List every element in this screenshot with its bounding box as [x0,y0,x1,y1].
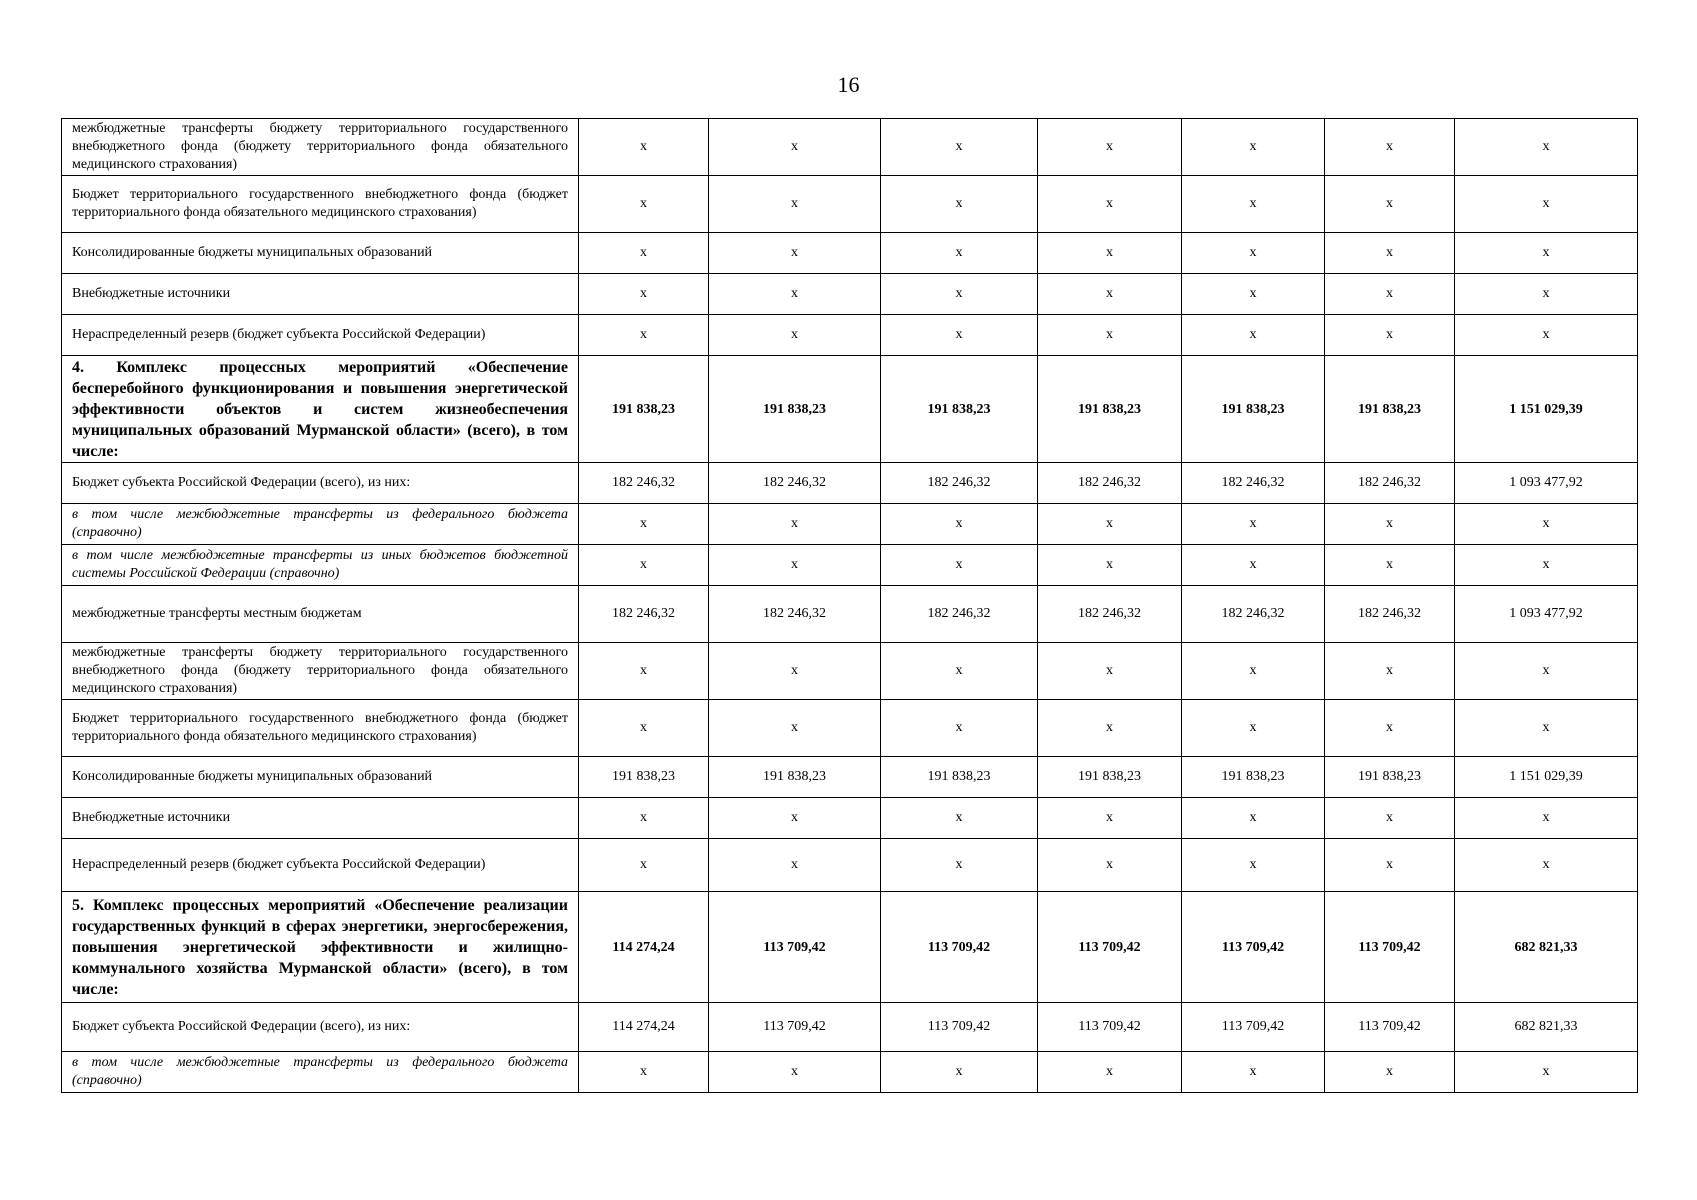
value-cell: x [1182,545,1325,586]
value-cell: x [709,315,881,356]
value-cell: x [709,176,881,233]
table-row [62,892,1638,1003]
value-cell: x [709,798,881,839]
value-cell: x [881,1052,1038,1093]
value-cell: x [579,643,709,700]
row-label: межбюджетные трансферты местным бюджетам [62,586,579,643]
table-row [62,643,1638,700]
table-row [62,176,1638,233]
value-cell: 191 838,23 [579,356,709,463]
value-cell: x [579,504,709,545]
value-cell: 113 709,42 [881,892,1038,1003]
value-cell: x [1325,119,1455,176]
value-cell: x [1038,315,1182,356]
value-cell: x [579,798,709,839]
value-cell: 113 709,42 [1038,1003,1182,1052]
value-cell: 182 246,32 [1182,586,1325,643]
value-cell: x [1325,1052,1455,1093]
value-cell: x [1038,1052,1182,1093]
value-cell: x [881,315,1038,356]
value-cell: x [1325,700,1455,757]
table-row [62,1003,1638,1052]
value-cell: x [881,545,1038,586]
value-cell: 182 246,32 [881,463,1038,504]
value-cell: x [709,119,881,176]
value-cell: x [1325,643,1455,700]
value-cell: x [1182,315,1325,356]
value-cell: x [579,1052,709,1093]
value-cell: x [1455,545,1638,586]
value-cell: x [579,176,709,233]
value-cell: 191 838,23 [579,757,709,798]
value-cell: 191 838,23 [1182,757,1325,798]
value-cell: 182 246,32 [579,463,709,504]
value-cell: x [1182,1052,1325,1093]
value-cell: 182 246,32 [579,586,709,643]
table-row [62,1052,1638,1093]
value-cell: x [1038,233,1182,274]
row-label: Консолидированные бюджеты муниципальных образований [62,233,579,274]
value-cell: x [881,798,1038,839]
value-cell: 182 246,32 [1182,463,1325,504]
row-label: в том числе межбюджетные трансферты из федерального бюджета (справочно) [62,504,579,545]
value-cell: x [1182,119,1325,176]
value-cell: x [709,643,881,700]
value-cell: 191 838,23 [1038,356,1182,463]
value-cell: 191 838,23 [709,757,881,798]
value-cell: 113 709,42 [881,1003,1038,1052]
value-cell: x [1038,643,1182,700]
value-cell: x [709,545,881,586]
value-cell: x [709,274,881,315]
value-cell: x [1182,176,1325,233]
value-cell: x [579,545,709,586]
table-row [62,463,1638,504]
value-cell: 114 274,24 [579,1003,709,1052]
row-label: Бюджет субъекта Российской Федерации (всего), из них: [62,463,579,504]
row-label: Нераспределенный резерв (бюджет субъекта Российской Федерации) [62,315,579,356]
value-cell: x [1038,839,1182,892]
row-label: Бюджет территориального государственного внебюджетного фонда (бюджет территориального фонда обязательного медицинского страхования) [62,176,579,233]
value-cell: 182 246,32 [1325,463,1455,504]
value-cell: x [1455,315,1638,356]
value-cell: x [579,119,709,176]
table-row [62,700,1638,757]
value-cell: 182 246,32 [1325,586,1455,643]
value-cell: x [709,839,881,892]
row-label: Нераспределенный резерв (бюджет субъекта Российской Федерации) [62,839,579,892]
value-cell: 191 838,23 [881,757,1038,798]
row-label: в том числе межбюджетные трансферты из иных бюджетов бюджетной системы Российской Федерации (справочно) [62,545,579,586]
table-row [62,757,1638,798]
row-label: Консолидированные бюджеты муниципальных образований [62,757,579,798]
table-row [62,233,1638,274]
value-cell: x [881,274,1038,315]
row-label: 4. Комплекс процессных мероприятий «Обеспечение бесперебойного функционирования и повышения энергетической эффективности объектов и систем жизнеобеспечения муниципальных образований Мурманской области» (всего), в том числе: [62,356,579,463]
value-cell: x [881,119,1038,176]
value-cell: x [881,643,1038,700]
table-row [62,545,1638,586]
value-cell: x [1325,274,1455,315]
row-label: в том числе межбюджетные трансферты из федерального бюджета (справочно) [62,1052,579,1093]
value-cell: x [1455,1052,1638,1093]
table-row [62,586,1638,643]
value-cell: 191 838,23 [1182,356,1325,463]
table-row [62,356,1638,463]
value-cell: 114 274,24 [579,892,709,1003]
value-cell: 1 093 477,92 [1455,586,1638,643]
value-cell: 682 821,33 [1455,1003,1638,1052]
value-cell: 682 821,33 [1455,892,1638,1003]
row-label: межбюджетные трансферты бюджету территориального государственного внебюджетного фонда (бюджету территориального фонда обязательного медицинского страхования) [62,643,579,700]
value-cell: x [1455,798,1638,839]
value-cell: x [1325,798,1455,839]
value-cell: x [1455,643,1638,700]
value-cell: x [1182,700,1325,757]
value-cell: x [1455,839,1638,892]
value-cell: x [1038,700,1182,757]
value-cell: x [1325,839,1455,892]
value-cell: 113 709,42 [709,1003,881,1052]
value-cell: x [1182,274,1325,315]
value-cell: 191 838,23 [709,356,881,463]
table-row [62,274,1638,315]
row-label: 5. Комплекс процессных мероприятий «Обеспечение реализации государственных функций в сферах энергетики, энергосбережения, повышения энергетической эффективности и жилищно-коммунального хозяйства Мурманской области» (всего), в том числе: [62,892,579,1003]
value-cell: x [709,504,881,545]
value-cell: x [1325,315,1455,356]
value-cell: x [1038,798,1182,839]
value-cell: x [709,233,881,274]
table-row [62,798,1638,839]
value-cell: x [579,839,709,892]
value-cell: x [709,1052,881,1093]
value-cell: 182 246,32 [881,586,1038,643]
value-cell: x [1325,545,1455,586]
value-cell: x [1182,504,1325,545]
value-cell: 182 246,32 [1038,463,1182,504]
value-cell: x [881,504,1038,545]
value-cell: 1 151 029,39 [1455,356,1638,463]
value-cell: x [1182,839,1325,892]
value-cell: x [1455,504,1638,545]
value-cell: x [1455,176,1638,233]
value-cell: 113 709,42 [1182,892,1325,1003]
value-cell: x [579,700,709,757]
page-number: 16 [837,72,860,97]
value-cell: 191 838,23 [1038,757,1182,798]
value-cell: x [881,839,1038,892]
value-cell: 182 246,32 [1038,586,1182,643]
value-cell: x [1182,643,1325,700]
budget-table [61,118,1638,1093]
table-row [62,504,1638,545]
table-row [62,119,1638,176]
value-cell: 1 151 029,39 [1455,757,1638,798]
value-cell: 113 709,42 [1325,1003,1455,1052]
value-cell: 1 093 477,92 [1455,463,1638,504]
value-cell: 113 709,42 [1325,892,1455,1003]
value-cell: x [1325,233,1455,274]
budget-table-body [62,119,1638,1093]
row-label: Бюджет территориального государственного внебюджетного фонда (бюджет территориального фонда обязательного медицинского страхования) [62,700,579,757]
value-cell: x [1038,119,1182,176]
value-cell: x [1038,545,1182,586]
value-cell: x [579,315,709,356]
value-cell: 182 246,32 [709,586,881,643]
value-cell: x [579,274,709,315]
value-cell: 191 838,23 [1325,356,1455,463]
value-cell: 191 838,23 [881,356,1038,463]
row-label: межбюджетные трансферты бюджету территориального государственного внебюджетного фонда (бюджету территориального фонда обязательного медицинского страхования) [62,119,579,176]
value-cell: x [1325,504,1455,545]
value-cell: x [1182,233,1325,274]
value-cell: x [1455,233,1638,274]
value-cell: 113 709,42 [1038,892,1182,1003]
value-cell: x [1038,504,1182,545]
value-cell: x [709,700,881,757]
value-cell: 113 709,42 [709,892,881,1003]
value-cell: x [1038,176,1182,233]
table-row [62,315,1638,356]
value-cell: x [881,233,1038,274]
value-cell: x [881,176,1038,233]
value-cell: 182 246,32 [709,463,881,504]
row-label: Внебюджетные источники [62,798,579,839]
value-cell: x [881,700,1038,757]
value-cell: x [1455,119,1638,176]
row-label: Внебюджетные источники [62,274,579,315]
value-cell: x [1455,700,1638,757]
value-cell: x [1455,274,1638,315]
row-label: Бюджет субъекта Российской Федерации (всего), из них: [62,1003,579,1052]
value-cell: x [579,233,709,274]
value-cell: 113 709,42 [1182,1003,1325,1052]
table-row [62,839,1638,892]
value-cell: 191 838,23 [1325,757,1455,798]
value-cell: x [1325,176,1455,233]
value-cell: x [1182,798,1325,839]
value-cell: x [1038,274,1182,315]
